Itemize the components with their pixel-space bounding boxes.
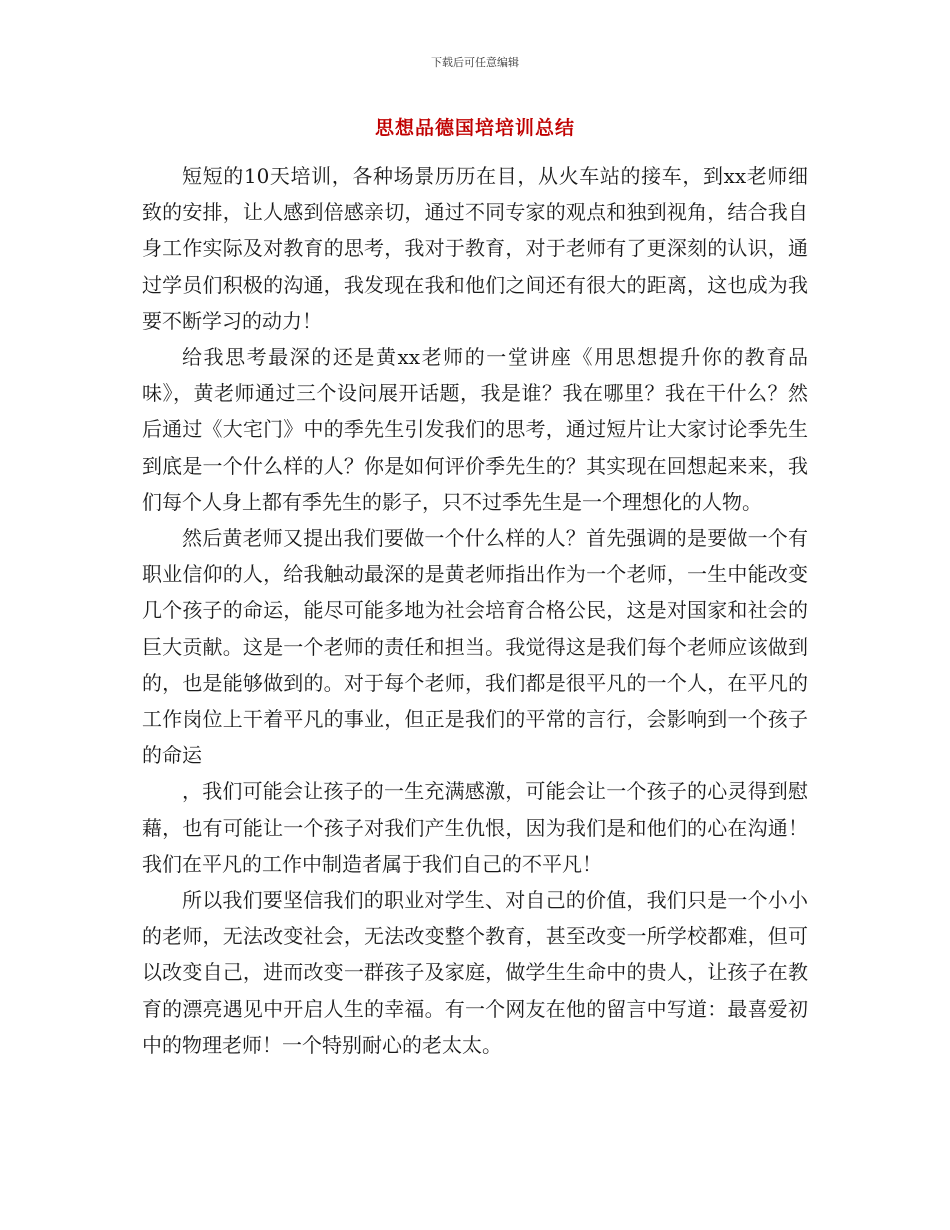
paragraph: ，我们可能会让孩子的一生充满感激，可能会让一个孩子的心灵得到慰藉，也有可能让一个孩子对我们产生仇恨，因为我们是和他们的心在沟通！我们在平凡的工作中制造者属于我们自己的不平凡！ [142,779,808,876]
document-title: 思想品德国培培训总结 [374,117,575,139]
paragraph: 短短的10天培训，各种场景历历在目，从火车站的接车，到xx老师细致的安排，让人感到倍感亲切，通过不同专家的观点和独到视角，结合我自身工作实际及对教育的思考，我对于教育，对于老师有了更深刻的认识，通过学员们积极的沟通，我发现在我和他们之间还有很大的距离，这也成为我要不断学习的动力！ [142,164,808,333]
paragraph: 然后黄老师又提出我们要做一个什么样的人？首先强调的是要做一个有职业信仰的人，给我触动最深的是黄老师指出作为一个老师，一生中能改变几个孩子的命运，能尽可能多地为社会培育合格公民，这是对国家和社会的巨大贡献。这是一个老师的责任和担当。我觉得这是我们每个老师应该做到的，也是能够做到的。对于每个老师，我们都是很平凡的一个人，在平凡的工作岗位上干着平凡的事业，但正是我们的平常的言行，会影响到一个孩子的命运 [142,526,808,768]
document-body [142,158,808,1063]
header-note: 下载后可任意编辑 [431,56,519,69]
paragraph: 给我思考最深的还是黄xx老师的一堂讲座《用思想提升你的教育品味》，黄老师通过三个设问展开话题，我是谁？我在哪里？我在干什么？然后通过《大宅门》中的季先生引发我们的思考，通过短片让大家讨论季先生到底是一个什么样的人？你是如何评价季先生的？其实现在回想起来来，我们每个人身上都有季先生的影子，只不过季先生是一个理想化的人物。 [142,345,808,514]
paragraph: 所以我们要坚信我们的职业对学生、对自己的价值，我们只是一个小小的老师，无法改变社会，无法改变整个教育，甚至改变一所学校都难，但可以改变自己，进而改变一群孩子及家庭，做学生生命中的贵人，让孩子在教育的漂亮遇见中开启人生的幸福。有一个网友在他的留言中写道：最喜爱初中的物理老师！一个特别耐心的老太太。 [142,888,808,1057]
